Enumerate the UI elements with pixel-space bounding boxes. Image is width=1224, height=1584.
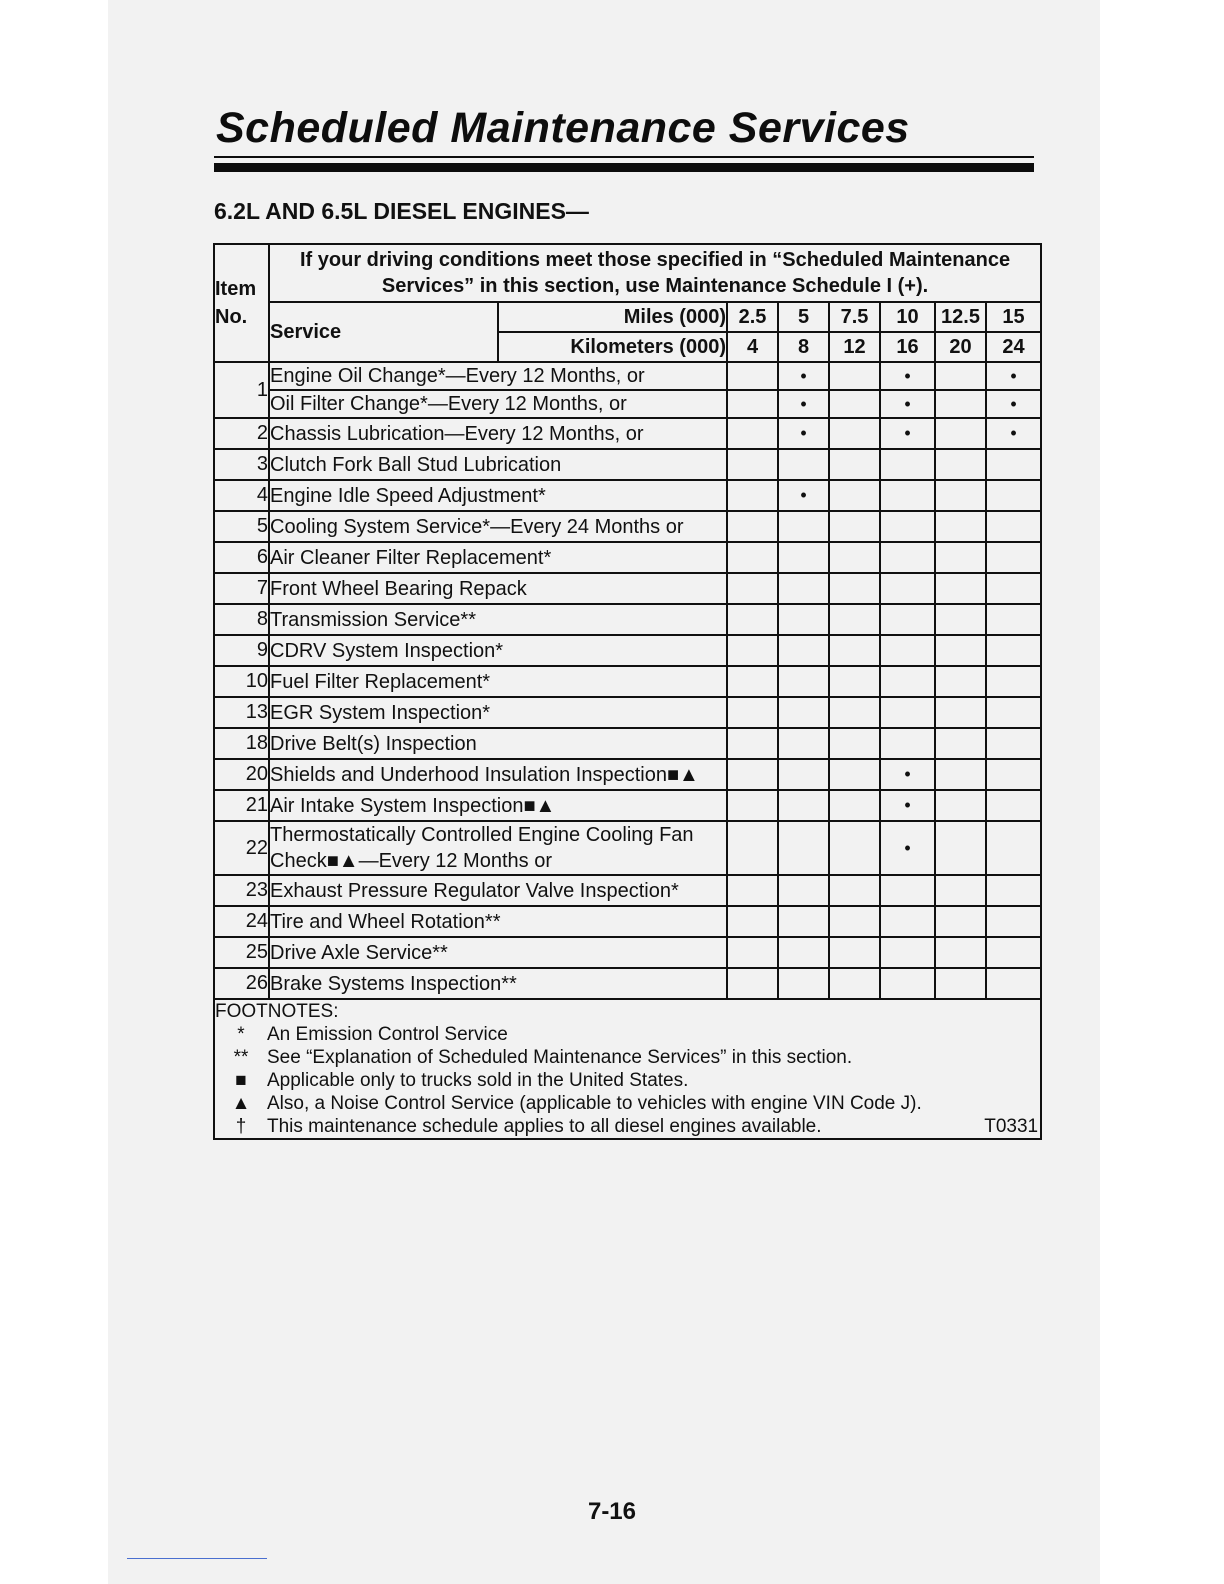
interval-mark: •	[880, 362, 935, 390]
interval-mark	[986, 480, 1041, 511]
table-row	[214, 542, 1041, 573]
interval-mark	[829, 390, 880, 418]
interval-mark	[727, 937, 778, 968]
interval-mark	[727, 666, 778, 697]
kilometers-header: 4	[727, 332, 778, 362]
interval-mark: •	[778, 480, 829, 511]
interval-mark	[829, 821, 880, 875]
kilometers-header: 8	[778, 332, 829, 362]
footnote-item	[215, 1115, 1040, 1138]
table-row	[214, 790, 1041, 821]
footnote-symbol: *	[237, 1024, 245, 1045]
interval-mark: •	[986, 418, 1041, 449]
footnote-text: This maintenance schedule applies to all diesel engines available.	[267, 1116, 822, 1137]
footnote-symbol: **	[233, 1047, 249, 1068]
page-title: Scheduled Maintenance Services	[216, 104, 910, 152]
interval-mark	[986, 821, 1041, 875]
interval-mark	[935, 480, 986, 511]
item-number: 13	[214, 697, 269, 728]
table-row	[214, 937, 1041, 968]
interval-mark	[935, 604, 986, 635]
footnote-symbol: ■	[235, 1070, 247, 1091]
interval-mark	[829, 573, 880, 604]
interval-mark	[727, 480, 778, 511]
interval-mark: •	[986, 390, 1041, 418]
interval-mark	[986, 449, 1041, 480]
service-name: CDRV System Inspection*	[269, 635, 727, 666]
interval-mark	[935, 875, 986, 906]
interval-mark	[778, 449, 829, 480]
interval-mark	[829, 759, 880, 790]
interval-mark	[935, 697, 986, 728]
interval-mark	[727, 635, 778, 666]
table-row	[214, 875, 1041, 906]
interval-mark	[880, 635, 935, 666]
interval-mark	[935, 635, 986, 666]
table-row	[214, 759, 1041, 790]
interval-mark	[778, 790, 829, 821]
interval-mark	[986, 635, 1041, 666]
table-row	[214, 390, 1041, 418]
table-row	[214, 906, 1041, 937]
interval-mark: •	[778, 390, 829, 418]
interval-mark	[778, 635, 829, 666]
interval-mark	[880, 604, 935, 635]
interval-mark	[880, 666, 935, 697]
interval-mark	[880, 968, 935, 999]
section-subtitle: 6.2L AND 6.5L DIESEL ENGINES—	[214, 198, 589, 224]
service-name: Drive Axle Service**	[269, 937, 727, 968]
interval-mark	[829, 511, 880, 542]
interval-mark	[880, 511, 935, 542]
interval-mark	[778, 968, 829, 999]
interval-mark	[727, 790, 778, 821]
table-row	[214, 728, 1041, 759]
table-row	[214, 697, 1041, 728]
table-row	[214, 821, 1041, 875]
interval-mark	[829, 542, 880, 573]
service-name: Clutch Fork Ball Stud Lubrication	[269, 449, 727, 480]
interval-mark	[986, 542, 1041, 573]
service-name: Air Intake System Inspection■▲	[269, 790, 727, 821]
interval-mark	[880, 697, 935, 728]
table-row	[214, 362, 1041, 390]
interval-mark	[778, 759, 829, 790]
interval-mark	[935, 362, 986, 390]
item-number: 23	[214, 875, 269, 906]
interval-mark: •	[778, 362, 829, 390]
item-number: 20	[214, 759, 269, 790]
interval-mark: •	[986, 362, 1041, 390]
interval-mark	[935, 759, 986, 790]
item-number: 5	[214, 511, 269, 542]
interval-mark	[778, 906, 829, 937]
service-name: EGR System Inspection*	[269, 697, 727, 728]
page-number: 7-16	[587, 1498, 637, 1525]
interval-mark	[829, 480, 880, 511]
interval-mark	[986, 790, 1041, 821]
item-number: 9	[214, 635, 269, 666]
interval-mark	[829, 906, 880, 937]
item-number: 10	[214, 666, 269, 697]
interval-mark: •	[778, 418, 829, 449]
interval-mark: •	[880, 418, 935, 449]
service-name: Cooling System Service*—Every 24 Months or	[269, 511, 727, 542]
interval-mark	[829, 697, 880, 728]
interval-mark	[778, 821, 829, 875]
table-row	[214, 604, 1041, 635]
footnote-item	[215, 1069, 1040, 1092]
service-name: Front Wheel Bearing Repack	[269, 573, 727, 604]
interval-mark	[880, 480, 935, 511]
interval-mark	[727, 875, 778, 906]
service-name: Thermostatically Controlled Engine Cooling Fan Check■▲—Every 12 Months or	[269, 821, 727, 875]
miles-header: 2.5	[727, 302, 778, 332]
interval-mark	[778, 666, 829, 697]
interval-mark	[880, 906, 935, 937]
interval-mark	[727, 418, 778, 449]
interval-mark	[880, 728, 935, 759]
interval-mark	[727, 542, 778, 573]
schedule-intro: If your driving conditions meet those specified in “Scheduled Maintenance Services” in this section, use Maintenance Schedule I (+).	[269, 244, 1041, 302]
interval-mark	[778, 697, 829, 728]
kilometers-label: Kilometers (000)	[498, 332, 727, 362]
interval-mark	[986, 604, 1041, 635]
footnote-text: Applicable only to trucks sold in the United States.	[267, 1070, 689, 1091]
interval-mark	[829, 968, 880, 999]
interval-mark	[727, 728, 778, 759]
interval-mark	[880, 542, 935, 573]
table-row	[214, 666, 1041, 697]
interval-mark	[935, 418, 986, 449]
footnote-text: See “Explanation of Scheduled Maintenance Services” in this section.	[267, 1047, 853, 1068]
interval-mark	[986, 906, 1041, 937]
interval-mark	[829, 728, 880, 759]
interval-mark	[829, 418, 880, 449]
service-name: Air Cleaner Filter Replacement*	[269, 542, 727, 573]
item-number: 18	[214, 728, 269, 759]
footnote-symbol: †	[235, 1116, 247, 1137]
service-name: Brake Systems Inspection**	[269, 968, 727, 999]
service-name: Tire and Wheel Rotation**	[269, 906, 727, 937]
interval-mark	[727, 759, 778, 790]
interval-mark	[778, 875, 829, 906]
interval-mark	[727, 968, 778, 999]
interval-mark	[935, 728, 986, 759]
interval-mark	[829, 449, 880, 480]
kilometers-header: 12	[829, 332, 880, 362]
service-name: Fuel Filter Replacement*	[269, 666, 727, 697]
service-name: Engine Oil Change*—Every 12 Months, or	[269, 362, 727, 390]
item-no-header: Item No.	[214, 244, 269, 362]
table-row	[214, 418, 1041, 449]
table-row	[214, 449, 1041, 480]
footnote-item	[215, 1092, 1040, 1115]
service-name: Exhaust Pressure Regulator Valve Inspection*	[269, 875, 727, 906]
service-name: Transmission Service**	[269, 604, 727, 635]
item-number: 2	[214, 418, 269, 449]
interval-mark	[986, 937, 1041, 968]
interval-mark	[986, 759, 1041, 790]
item-number: 1	[214, 362, 269, 418]
interval-mark	[778, 573, 829, 604]
item-number: 24	[214, 906, 269, 937]
interval-mark	[778, 728, 829, 759]
interval-mark	[778, 937, 829, 968]
interval-mark	[880, 449, 935, 480]
service-name: Chassis Lubrication—Every 12 Months, or	[269, 418, 727, 449]
interval-mark	[935, 968, 986, 999]
interval-mark	[880, 875, 935, 906]
interval-mark	[986, 666, 1041, 697]
item-number: 3	[214, 449, 269, 480]
footnotes-heading: FOOTNOTES:	[215, 1001, 339, 1022]
item-number: 6	[214, 542, 269, 573]
interval-mark	[727, 573, 778, 604]
interval-mark	[986, 697, 1041, 728]
service-header: Service	[269, 302, 498, 362]
miles-header: 10	[880, 302, 935, 332]
footnote-text: An Emission Control Service	[267, 1024, 508, 1045]
table-row	[214, 573, 1041, 604]
interval-mark	[935, 449, 986, 480]
interval-mark	[880, 937, 935, 968]
table-row	[214, 635, 1041, 666]
interval-mark	[935, 790, 986, 821]
service-name: Engine Idle Speed Adjustment*	[269, 480, 727, 511]
interval-mark	[778, 542, 829, 573]
item-number: 25	[214, 937, 269, 968]
interval-mark	[935, 821, 986, 875]
interval-mark	[727, 449, 778, 480]
kilometers-header: 16	[880, 332, 935, 362]
table-code: T0331	[984, 1116, 1039, 1137]
title-rule-thick	[214, 163, 1034, 172]
miles-header: 5	[778, 302, 829, 332]
interval-mark	[829, 604, 880, 635]
interval-mark	[935, 666, 986, 697]
footnote-symbol: ▲	[231, 1093, 251, 1114]
interval-mark	[986, 875, 1041, 906]
interval-mark: •	[880, 821, 935, 875]
interval-mark	[727, 697, 778, 728]
footnotes	[214, 999, 1041, 1139]
interval-mark	[880, 573, 935, 604]
miles-header: 12.5	[935, 302, 986, 332]
service-name: Shields and Underhood Insulation Inspection■▲	[269, 759, 727, 790]
table-row	[214, 968, 1041, 999]
interval-mark	[829, 635, 880, 666]
item-number: 26	[214, 968, 269, 999]
kilometers-header: 20	[935, 332, 986, 362]
interval-mark	[986, 728, 1041, 759]
item-number: 21	[214, 790, 269, 821]
interval-mark	[829, 362, 880, 390]
interval-mark: •	[880, 790, 935, 821]
interval-mark	[986, 511, 1041, 542]
interval-mark	[935, 390, 986, 418]
service-name: Drive Belt(s) Inspection	[269, 728, 727, 759]
interval-mark	[935, 937, 986, 968]
kilometers-header: 24	[986, 332, 1041, 362]
interval-mark	[727, 821, 778, 875]
interval-mark	[727, 390, 778, 418]
interval-mark	[935, 573, 986, 604]
interval-mark	[727, 906, 778, 937]
bottom-rule	[127, 1558, 267, 1559]
interval-mark	[829, 875, 880, 906]
footnote-item	[215, 1023, 1040, 1046]
interval-mark	[935, 511, 986, 542]
interval-mark	[935, 542, 986, 573]
miles-header: 15	[986, 302, 1041, 332]
service-name: Oil Filter Change*—Every 12 Months, or	[269, 390, 727, 418]
interval-mark	[829, 790, 880, 821]
interval-mark	[778, 511, 829, 542]
interval-mark	[986, 573, 1041, 604]
interval-mark	[986, 968, 1041, 999]
interval-mark	[829, 937, 880, 968]
interval-mark	[727, 604, 778, 635]
maintenance-schedule-table	[213, 243, 1042, 1140]
item-number: 8	[214, 604, 269, 635]
interval-mark	[727, 362, 778, 390]
title-rule-thin	[214, 156, 1034, 158]
item-number: 7	[214, 573, 269, 604]
interval-mark	[727, 511, 778, 542]
miles-label: Miles (000)	[498, 302, 727, 332]
interval-mark: •	[880, 390, 935, 418]
table-row	[214, 511, 1041, 542]
miles-header: 7.5	[829, 302, 880, 332]
item-number: 4	[214, 480, 269, 511]
interval-mark	[935, 906, 986, 937]
interval-mark	[778, 604, 829, 635]
interval-mark	[829, 666, 880, 697]
footnote-item	[215, 1046, 1040, 1069]
table-row	[214, 480, 1041, 511]
interval-mark: •	[880, 759, 935, 790]
footnote-text: Also, a Noise Control Service (applicable to vehicles with engine VIN Code J).	[267, 1093, 922, 1114]
item-number: 22	[214, 821, 269, 875]
